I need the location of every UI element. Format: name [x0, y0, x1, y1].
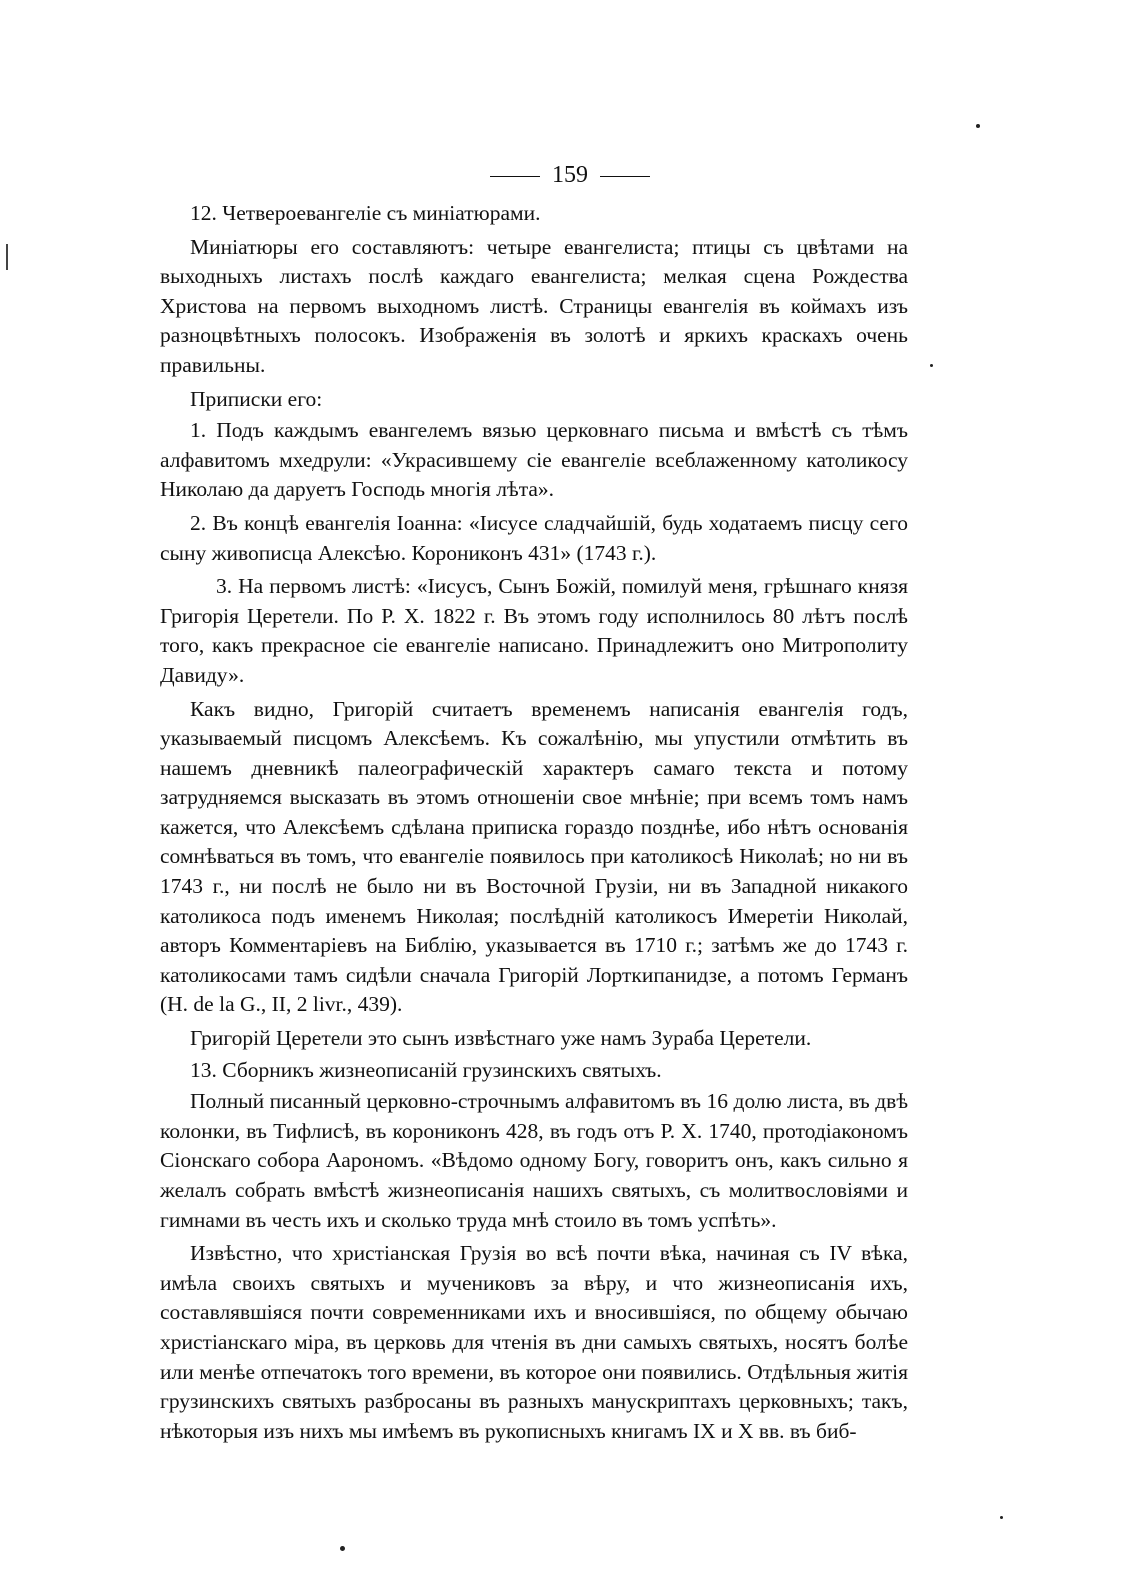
- paragraph-georgia: Извѣстно, что христіанская Грузія во всѣ почти вѣка, начиная съ IV вѣка, имѣла своихъ святыхъ и мучениковъ за вѣру, и что жизнеописанія ихъ, составлявшіяся почти современниками ихъ и вносившіяся, по общему обычаю христіанскаго міра, въ церковь для чтенія въ дни самыхъ святыхъ, носятъ болѣе или менѣе отпечатокъ того времени, въ которое они появились. Отдѣльныя житія грузинскихъ святыхъ разбросаны въ разныхъ манускриптахъ церковныхъ; такъ, нѣкоторыя изъ нихъ мы имѣемъ въ рукописныхъ книгамъ IX и X вв. въ биб-: [160, 1241, 908, 1443]
- paragraph-commentary: Какъ видно, Григорій считаетъ временемъ написанія евангелія годъ, указываемый писцомъ Алексѣемъ. Къ сожалѣнію, мы упустили отмѣтить въ нашемъ дневникѣ палеографическій характеръ самаго текста и потому затрудняемся высказать въ этомъ отношеніи свое мнѣніе; при всемъ томъ намъ кажется, что Алексѣемъ сдѣлана приписка гораздо позднѣе, ибо нѣтъ основанія сомнѣваться въ томъ, что евангеліе появилось при католикосѣ Николаѣ; но ни въ 1743 г., ни послѣ не было ни въ Восточной Грузіи, ни въ Западной никакого католикоса подъ именемъ Николая; послѣдній католикосъ Имеретіи Николай, авторъ Комментаріевъ на Библію, указывается въ 1710 г.; затѣмъ же до 1743 г. католикосами тамъ сидѣли сначала Григорій Лорткипанидзе, а потомъ Германъ (H. de la G., II, 2 livr., 439).: [160, 696, 908, 1017]
- inscription-2: 2. Въ концѣ евангелія Іоанна: «Іисусе сладчайшій, будь ходатаемъ писцу сего сыну живописца Алексѣю. Корониконъ 431» (1743 г.).: [160, 510, 908, 565]
- right-rule: [600, 176, 650, 177]
- page-number-text: 159: [552, 162, 588, 188]
- scan-speck: [1000, 1516, 1003, 1519]
- body-text: [160, 199, 908, 1450]
- inscription-1: 1. Подъ каждымъ евангелемъ вязью церковнаго письма и вмѣстѣ съ тѣмъ алфавитомъ мхедрули: «Украсившему сіе евангеліе всеблаженному католикосу Николаю да даруетъ Господь многія лѣта».: [160, 418, 908, 502]
- paragraph-collection: Полный писанный церковно-строчнымъ алфавитомъ въ 16 долю листа, въ двѣ колонки, въ Тифлисѣ, въ корониконъ 428, въ годъ отъ Р. Х. 1740, протодіакономъ Сіонскаго собора Аарономъ. «Вѣдомо одному Богу, говоритъ онъ, какъ сильно я желалъ собрать вмѣстѣ жизнеописанія нашихъ святыхъ, съ молитвословіями и гимнами въ честь ихъ и сколько труда мнѣ стоило въ томъ успѣть».: [160, 1089, 908, 1232]
- scan-speck: [340, 1546, 345, 1551]
- scan-speck: [930, 364, 933, 367]
- paragraph-miniatures: Миніатюры его составляютъ: четыре евангелиста; птицы съ цвѣтами на выходныхъ листахъ послѣ каждаго евангелиста; мелкая сцена Рождества Христова на первомъ выходномъ листѣ. Страницы евангелія въ коймахъ изъ разноцвѣтныхъ полосокъ. Изображенія въ золотѣ и яркихъ краскахъ очень правильны.: [160, 234, 908, 377]
- section-heading-13: 13. Сборникъ жизнеописаній грузинскихъ святыхъ.: [190, 1057, 662, 1082]
- paragraph-tsereteli: Григорій Церетели это сынъ извѣстнаго уже намъ Зураба Церетели.: [190, 1026, 812, 1051]
- scan-edge-mark: [6, 244, 8, 270]
- paragraph-inscriptions-intro: Приписки его:: [190, 386, 323, 411]
- page-number: [0, 160, 1140, 190]
- left-rule: [490, 176, 540, 177]
- inscription-3: 3. На первомъ листѣ: «Іисусъ, Сынъ Божій, помилуй меня, грѣшнаго князя Григорія Церетели. По Р. Х. 1822 г. Въ этомъ году исполнилось 80 лѣтъ послѣ того, какъ прекрасное сіе евангеліе написано. Принадлежитъ оно Митрополиту Давиду».: [160, 574, 908, 687]
- scan-speck: [976, 124, 980, 128]
- section-heading-12: 12. Четвероевангеліе съ миніатюрами.: [190, 201, 541, 225]
